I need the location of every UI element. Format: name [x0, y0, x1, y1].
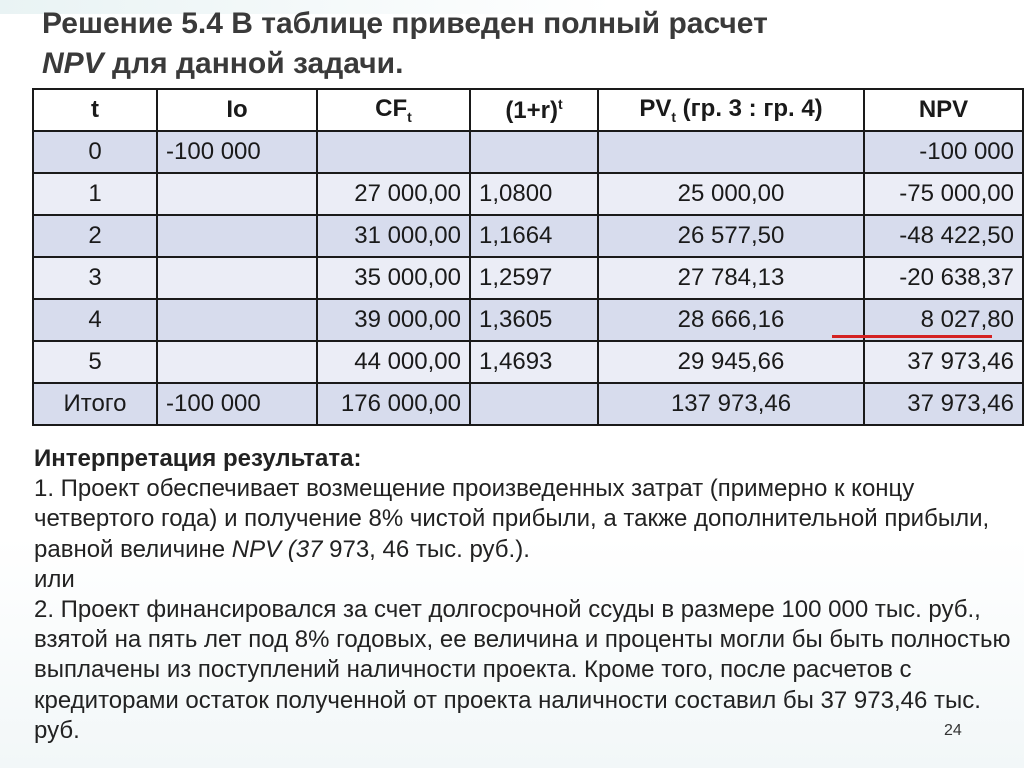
cell-cf: 39 000,00: [317, 299, 470, 341]
cell-cf: [317, 131, 470, 173]
header-t: t: [33, 89, 157, 131]
table-row: [33, 215, 1023, 257]
header-cf: [317, 89, 470, 131]
cell-discount: [470, 131, 598, 173]
header-cf-sub: t: [407, 108, 412, 125]
cell-t: 4: [33, 299, 157, 341]
cell-cf: 31 000,00: [317, 215, 470, 257]
cell-io: [157, 299, 317, 341]
cell-pv: 137 973,46: [598, 383, 864, 425]
table-row: [33, 131, 1023, 173]
cell-t: 0: [33, 131, 157, 173]
interpretation-point-1: [34, 474, 1014, 565]
cell-npv: -20 638,37: [864, 257, 1023, 299]
title-line-2: [42, 44, 1002, 84]
header-npv: NPV: [864, 89, 1023, 131]
cell-t: 3: [33, 257, 157, 299]
cell-discount: [470, 383, 598, 425]
header-pv-sub: t: [671, 108, 676, 125]
cell-io: [157, 257, 317, 299]
interpretation-block: [34, 444, 1014, 746]
cell-t: 5: [33, 341, 157, 383]
cell-t: 1: [33, 173, 157, 215]
interpretation-point-2: 2. Проект финансировался за счет долгосрочной ссуды в размере 100 000 тыс. руб., взятой на пять лет под 8% годовых, ее величина и проценты могли бы быть полностью выплачены из поступлений наличности проекта. Кроме того, после расчетов с кредиторами остаток полученной от проекта наличности составил бы 37 973,46 тыс. руб.: [34, 596, 1011, 744]
table-row: [33, 173, 1023, 215]
point-1-tail: 973, 46 тыс. руб.).: [322, 535, 530, 563]
page-number: 24: [944, 722, 962, 739]
cell-discount: 1,1664: [470, 215, 598, 257]
slide-title: [42, 4, 1002, 84]
interpretation-heading: Интерпретация результата:: [34, 445, 362, 472]
title-line-1: Решение 5.4 В таблице приведен полный расчет: [42, 7, 768, 40]
cell-npv: -48 422,50: [864, 215, 1023, 257]
cell-cf: 44 000,00: [317, 341, 470, 383]
cell-discount: 1,2597: [470, 257, 598, 299]
cell-npv: 8 027,80: [864, 299, 1023, 341]
header-pv: [598, 89, 864, 131]
cell-discount: 1,3605: [470, 299, 598, 341]
cell-npv: -75 000,00: [864, 173, 1023, 215]
header-discount-sup: t: [558, 95, 563, 112]
npv-table: [32, 88, 1024, 426]
cell-discount: 1,0800: [470, 173, 598, 215]
cell-io: -100 000: [157, 383, 317, 425]
interpretation-or: или: [34, 565, 75, 593]
header-discount-label: (1+r): [505, 96, 558, 124]
table-total-row: [33, 383, 1023, 425]
cell-npv: -100 000: [864, 131, 1023, 173]
header-cf-label: CF: [375, 95, 408, 123]
table-header-row: [33, 89, 1023, 131]
table-row: [33, 257, 1023, 299]
cell-io: [157, 173, 317, 215]
cell-t: Итого: [33, 383, 157, 425]
cell-pv: 29 945,66: [598, 341, 864, 383]
cell-pv: 25 000,00: [598, 173, 864, 215]
header-pv-label: PV: [639, 95, 672, 123]
header-io: Io: [157, 89, 317, 131]
cell-npv: 37 973,46: [864, 383, 1023, 425]
title-npv: NPV: [42, 47, 104, 80]
table-row: [33, 341, 1023, 383]
cell-pv: 27 784,13: [598, 257, 864, 299]
title-line-2-rest: для данной задачи.: [103, 47, 404, 80]
cell-discount: 1,4693: [470, 341, 598, 383]
cell-pv: [598, 131, 864, 173]
header-pv-rest: (гр. 3 : гр. 4): [676, 95, 823, 123]
point-1-npv: NPV (: [231, 535, 296, 563]
cell-io: -100 000: [157, 131, 317, 173]
cell-io: [157, 341, 317, 383]
npv-underline-mark: [832, 335, 992, 338]
cell-npv: 37 973,46: [864, 341, 1023, 383]
cell-t: 2: [33, 215, 157, 257]
header-discount: [470, 89, 598, 131]
cell-cf: 27 000,00: [317, 173, 470, 215]
cell-cf: 176 000,00: [317, 383, 470, 425]
cell-pv: 26 577,50: [598, 215, 864, 257]
point-1-text: 1. Проект обеспечивает возмещение произведенных затрат (примерно к концу четвертого года) и получение 8% чистой прибыли, а также дополнительной прибыли, равной величине: [34, 475, 990, 563]
cell-io: [157, 215, 317, 257]
cell-pv: 28 666,16: [598, 299, 864, 341]
cell-cf: 35 000,00: [317, 257, 470, 299]
point-1-number: 37: [295, 535, 323, 563]
